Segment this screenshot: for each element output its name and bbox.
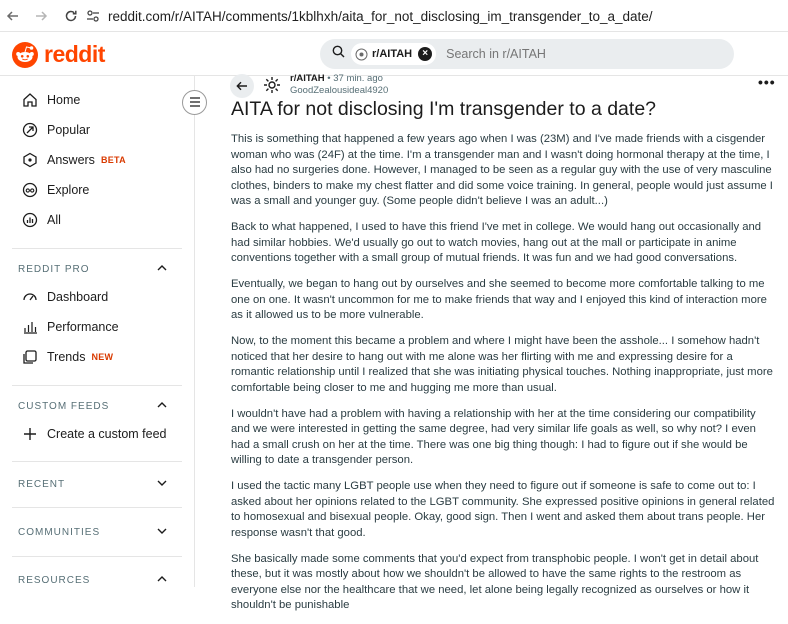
arrow-left-icon [236, 80, 248, 92]
sidebar-item-label: Explore [47, 183, 90, 197]
sidebar-item-trends[interactable] [20, 347, 113, 367]
site-header [0, 32, 788, 76]
back-nav-icon[interactable] [0, 3, 26, 29]
post-paragraph: I used the tactic many LGBT people use when they need to figure out if someone is safe to come out to: I asked about her opinions related to the LGBT community. She expressed positive opinions in general related to homosexual and bisexual people. Okay, good sign. Then I went and asked them about trans people. Her response wasn't that good. [231, 480, 775, 539]
sidebar-item-label: Answers [47, 153, 95, 167]
post-paragraph: This is something that happened a few years ago when I was (23M) and I've made friends with a cisgender woman who was (24F) at the time. I'm a transgender man and I wasn't doing hormonal therapy at the time, I also had no surgeries done. However, I managed to be seen as a regular guy with the use of very masculine clothes, binders to make my chest flatter and did some voice training. In general, people would just assume I was a small and younger guy. (Some people didn't believe I was an adult...) [231, 133, 773, 207]
post-author[interactable]: GoodZealousideal4920 [290, 85, 389, 96]
more-options-icon[interactable]: ••• [758, 74, 776, 90]
sidebar-item-label: All [47, 213, 61, 227]
section-heading: COMMUNITIES [18, 527, 101, 538]
post-paragraph: I wouldn't have had a problem with having a relationship with her at the time considering our compatibility and we were interested in getting the same degree, had very similar life goals as well, so why not? I even had a small crush on her at the time. There was one big thing though: I had to figure out if she would be willing to date a transgender person. [231, 407, 756, 466]
sidebar-item-label: Trends [47, 350, 86, 364]
sidebar-item-label: Home [47, 93, 81, 107]
search-input[interactable]: Search in r/AITAH [446, 47, 546, 61]
reddit-pro-header[interactable] [18, 262, 168, 277]
recent-header[interactable] [18, 477, 168, 492]
trends-icon [20, 347, 40, 367]
answers-icon [20, 150, 40, 170]
post-paragraph: Back to what happened, I used to have this friend I've met in college. We would hang out occasionally and had similar hobbies. We'd usually go out to watch movies, hang out at the mall or participate in anime conventions together with a small group of mutual friends. It was fun and we had good conversations. [231, 221, 762, 264]
chevron-up-icon [156, 573, 168, 588]
sidebar-item-label: Popular [47, 123, 91, 137]
section-heading: CUSTOM FEEDS [18, 401, 110, 412]
sidebar-item-performance[interactable] [20, 317, 119, 337]
left-sidebar [0, 76, 195, 587]
post-title: AITA for not disclosing I'm transgender to a date? [231, 98, 657, 120]
dashboard-icon [20, 287, 40, 307]
chevron-down-icon [156, 525, 168, 540]
search-bar[interactable] [320, 39, 734, 69]
section-heading: REDDIT PRO [18, 264, 90, 275]
logo-wordmark: reddit [44, 41, 105, 67]
sidebar-divider [12, 507, 182, 508]
popular-icon [20, 120, 40, 140]
performance-icon [20, 317, 40, 337]
sidebar-item-dashboard[interactable] [20, 287, 108, 307]
reddit-logo[interactable] [12, 41, 105, 68]
hamburger-icon [189, 94, 201, 112]
browser-toolbar [0, 0, 788, 32]
clear-chip-icon[interactable]: × [418, 47, 432, 61]
sidebar-item-popular[interactable] [20, 120, 90, 140]
subreddit-search-chip[interactable] [351, 43, 436, 65]
reload-icon[interactable] [58, 3, 84, 29]
new-badge: NEW [91, 352, 114, 362]
beta-badge: BETA [100, 155, 126, 165]
sidebar-divider [12, 385, 182, 386]
sidebar-item-label: Dashboard [47, 290, 109, 304]
post-meta: r/AITAH • 37 min. ago [290, 73, 383, 84]
search-icon [332, 45, 345, 63]
custom-feeds-header[interactable] [18, 399, 168, 414]
sidebar-divider [12, 248, 182, 249]
sidebar-item-explore[interactable] [20, 180, 89, 200]
communities-header[interactable] [18, 525, 168, 540]
address-bar[interactable] [82, 4, 788, 28]
chevron-up-icon [156, 399, 168, 414]
post-body [231, 132, 776, 624]
subreddit-chip-icon [355, 48, 368, 61]
post-content [196, 73, 788, 611]
sidebar-item-home[interactable] [20, 90, 80, 110]
subreddit-chip-label: r/AITAH [372, 48, 413, 60]
back-button[interactable] [230, 74, 254, 98]
post-paragraph: Eventually, we began to hang out by ourselves and she seemed to become more comfortable talking to me one on one. It wasn't uncommon for me to make friends that way and I enjoyed this kind of interaction more as it allowed us to be more vulnerable. [231, 278, 767, 321]
chevron-down-icon [156, 477, 168, 492]
sidebar-divider [12, 556, 182, 557]
collapse-sidebar-button[interactable] [182, 90, 207, 115]
section-heading: RESOURCES [18, 575, 91, 586]
sidebar-item-all[interactable] [20, 210, 61, 230]
sidebar-divider [12, 461, 182, 462]
explore-icon [20, 180, 40, 200]
post-time: 37 min. ago [333, 73, 383, 84]
subreddit-link[interactable]: r/AITAH [290, 73, 325, 84]
sidebar-item-label: Performance [47, 320, 119, 334]
plus-icon [20, 424, 40, 444]
create-custom-feed-label: Create a custom feed [47, 427, 167, 441]
sidebar-item-answers[interactable] [20, 150, 126, 170]
reddit-snoo-icon [12, 42, 38, 68]
resources-header[interactable] [18, 573, 168, 588]
all-icon [20, 210, 40, 230]
url-text: reddit.com/r/AITAH/comments/1kblhxh/aita_for_not_disclosing_im_transgender_to_a_date/ [108, 8, 653, 24]
chevron-up-icon [156, 262, 168, 277]
create-custom-feed-button[interactable] [20, 424, 167, 444]
site-settings-icon[interactable] [82, 5, 104, 27]
home-icon [20, 90, 40, 110]
subreddit-avatar-icon[interactable] [262, 75, 282, 95]
post-paragraph: She basically made some comments that you'd expect from transphobic people. I won't get in detail about these, but it was mostly about how we shouldn't be allowed to have the same rights to the restroom as everyone else nor the healthcare that we need, let alone being legally recognized as ourselves or how it shouldn't be punishable [231, 552, 759, 611]
section-heading: RECENT [18, 479, 66, 490]
post-paragraph: Now, to the moment this became a problem and where I might have been the asshole... I somehow hadn't noticed that her desire to hang out with me alone was her flirting with me and expressing desire for a romantic relationship until I realized that she was initiating physical touches. Nothing inappropriate, just more comfortable being closer to me and hugging me more than usual. [231, 335, 773, 394]
forward-nav-icon[interactable] [28, 3, 54, 29]
